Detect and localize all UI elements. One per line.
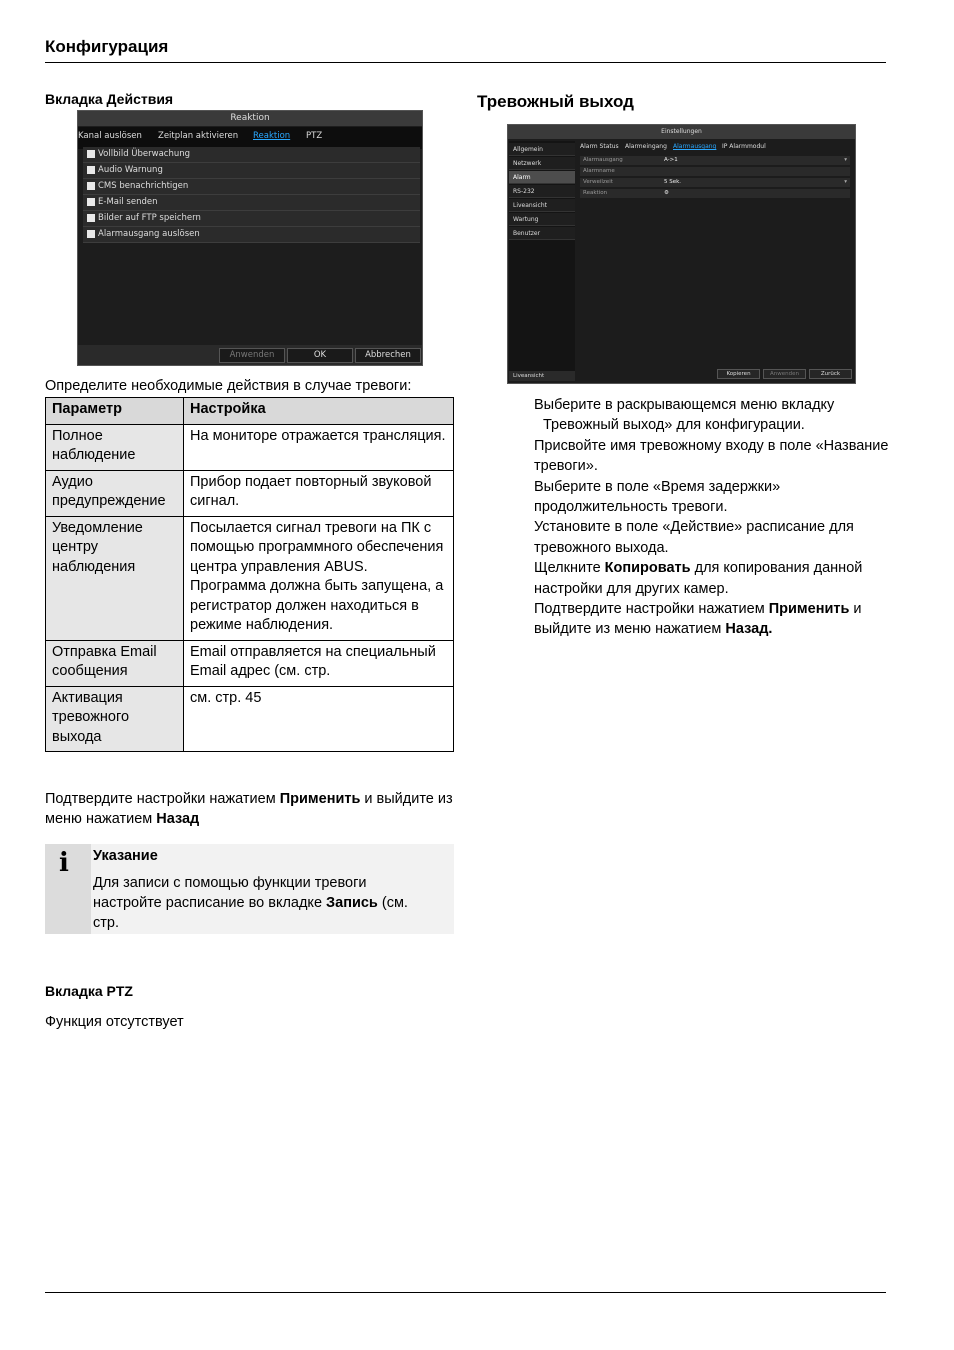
tab-ip-alarmmodul[interactable]: IP Alarmmodul	[722, 143, 766, 150]
table-header-setting: Настройка	[184, 398, 454, 425]
tab-alarmeingang[interactable]: Alarmeingang	[625, 143, 667, 150]
cancel-button[interactable]: Abbrechen	[355, 348, 421, 363]
field-verweilzeit[interactable]: Verweilzeit 5 Sek. ▾	[580, 178, 850, 187]
option-fullscreen[interactable]: Vollbild Überwachung	[83, 147, 420, 163]
note-box	[45, 844, 454, 934]
dialog-tabs	[78, 127, 422, 149]
sidebar-item-alarm[interactable]: Alarm	[509, 171, 575, 184]
instruction-line: Выберите в поле «Время задержки» продолжительность тревоги.	[534, 478, 781, 516]
apply-button[interactable]: Anwenden	[219, 348, 285, 363]
option-audio-warning[interactable]: Audio Warnung	[83, 163, 420, 179]
checkbox-icon[interactable]	[87, 230, 95, 238]
parameter-table	[45, 397, 454, 752]
option-cms-notify[interactable]: CMS benachrichtigen	[83, 179, 420, 195]
footer-rule	[45, 1292, 886, 1293]
chevron-down-icon: ▾	[844, 157, 847, 163]
table-row	[46, 424, 454, 470]
tab-alarmausgang[interactable]: Alarmausgang	[673, 143, 717, 150]
tab-reaktion[interactable]: Reaktion	[253, 131, 291, 141]
checkbox-icon[interactable]	[87, 182, 95, 190]
checkbox-icon[interactable]	[87, 214, 95, 222]
table-intro: Определите необходимые действия в случае тревоги:	[45, 378, 412, 394]
instructions	[534, 395, 894, 640]
option-ftp[interactable]: Bilder auf FTP speichern	[83, 211, 420, 227]
section-ptz-title: Вкладка PTZ	[45, 983, 133, 999]
instruction-line: Подтвердите настройки нажатием Применить и выйдите из меню нажатием Назад.	[534, 601, 862, 638]
sidebar-item-allgemein[interactable]: Allgemein	[509, 143, 575, 156]
checkbox-icon[interactable]	[87, 166, 95, 174]
tab-zeitplan[interactable]: Zeitplan aktivieren	[158, 131, 239, 141]
table-header-row	[46, 398, 454, 425]
tab-kanal[interactable]: Kanal auslösen	[78, 131, 142, 141]
table-cell: На мониторе отражается трансляция.	[184, 424, 454, 470]
instruction-line: Установите в поле «Действие» расписание для тревожного выхода.	[534, 519, 854, 556]
sidebar-item-benutzer[interactable]: Benutzer	[509, 227, 575, 240]
settings-sidebar	[509, 141, 575, 381]
sidebar-item-netzwerk[interactable]: Netzwerk	[509, 157, 575, 170]
note-body: Для записи с помощью функции тревоги настройте расписание во вкладке Запись (см. стр.	[93, 875, 408, 931]
instruction-line: Выберите в раскрывающемся меню вкладку	[534, 397, 835, 413]
checkbox-icon[interactable]	[87, 198, 95, 206]
ok-button[interactable]: OK	[287, 348, 353, 363]
field-alarmausgang[interactable]: Alarmausgang A->1 ▾	[580, 156, 850, 165]
table-cell: Прибор подает повторный звуковой сигнал.	[184, 470, 454, 516]
page-title: Конфигурация	[45, 37, 169, 56]
table-row	[46, 640, 454, 686]
field-alarmname[interactable]: Alarmname	[580, 167, 850, 176]
chevron-down-icon: ▾	[844, 179, 847, 185]
option-email[interactable]: E-Mail senden	[83, 195, 420, 211]
table-row	[46, 686, 454, 752]
gear-icon[interactable]: ⚙	[664, 190, 669, 196]
info-icon: i	[59, 848, 69, 878]
field-reaktion[interactable]: Reaktion ⚙	[580, 189, 850, 198]
copy-button[interactable]: Kopieren	[717, 369, 760, 379]
instruction-line: Щелкните Копировать для копирования данной настройки для других камер.	[534, 560, 863, 597]
liveview-button[interactable]: Liveansicht	[509, 371, 575, 381]
table-row	[46, 516, 454, 640]
tab-alarm-status[interactable]: Alarm Status	[580, 143, 619, 150]
table-cell: Посылается сигнал тревоги на ПК с помощью программного обеспечения центра управления ABUS. Программа должна быть запущена, а регистратор должен находиться в режиме наблюдения.	[184, 516, 454, 640]
table-cell: Аудио предупреждение	[46, 470, 184, 516]
dialog-title: Einstellungen	[508, 125, 855, 139]
reaction-dialog-screenshot	[77, 110, 423, 366]
table-cell: Отправка Email сообщения	[46, 640, 184, 686]
dialog-title: Reaktion	[78, 111, 422, 126]
option-alarm-output[interactable]: Alarmausgang auslösen	[83, 227, 420, 243]
table-cell: Активация тревожного выхода	[46, 686, 184, 752]
sidebar-item-liveansicht[interactable]: Liveansicht	[509, 199, 575, 212]
section-ptz-text: Функция отсутствует	[45, 1014, 184, 1030]
dialog-button-bar	[78, 345, 422, 365]
table-header-param: Параметр	[46, 398, 184, 425]
apply-button[interactable]: Anwenden	[763, 369, 806, 379]
table-cell: см. стр. 45	[184, 686, 454, 752]
checkbox-icon[interactable]	[87, 150, 95, 158]
sidebar-item-wartung[interactable]: Wartung	[509, 213, 575, 226]
instruction-line: Тревожный выход» для конфигурации.	[543, 417, 805, 434]
sidebar-item-rs232[interactable]: RS-232	[509, 185, 575, 198]
confirm-paragraph: Подтвердите настройки нажатием Применить и выйдите из меню нажатием Назад	[45, 791, 453, 827]
table-row	[46, 470, 454, 516]
instruction-line: Присвойте имя тревожному входу в поле «Название тревоги».	[534, 437, 889, 475]
table-cell: Уведомление центру наблюдения	[46, 516, 184, 640]
settings-dialog-screenshot	[507, 124, 856, 384]
back-button[interactable]: Zurück	[809, 369, 852, 379]
table-cell: Полное наблюдение	[46, 424, 184, 470]
section-actions-title: Вкладка Действия	[45, 91, 174, 107]
section-alarm-output-title: Тревожный выход	[477, 92, 634, 111]
header-rule	[45, 62, 886, 63]
note-title: Указание	[93, 848, 158, 864]
table-cell: Email отправляется на специальный Email адрес (см. стр.	[184, 640, 454, 686]
tab-ptz[interactable]: PTZ	[306, 131, 323, 141]
